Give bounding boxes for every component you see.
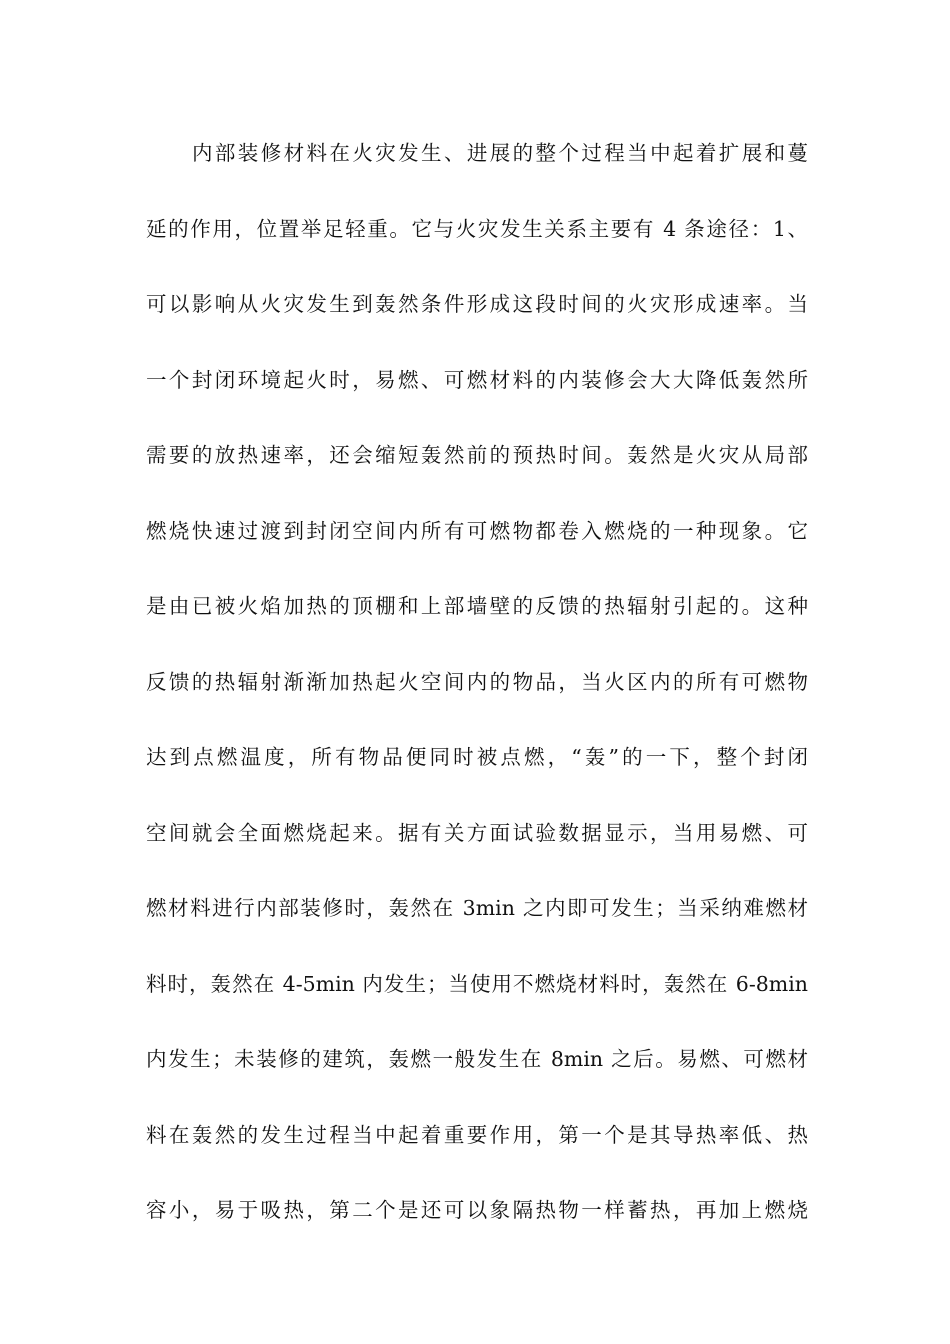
- paragraph-line-4: 一个封闭环境起火时，易燃、可燃材料的内装修会大大降低轰然所: [146, 367, 808, 392]
- paragraph-line-9: 达到点燃温度，所有物品便同时被点燃，“轰”的一下，整个封闭: [146, 745, 808, 769]
- paragraph-line-8: 反馈的热辐射渐渐加热起火空间内的物品，当火区内的所有可燃物: [146, 669, 808, 694]
- paragraph-line-12: 料时，轰然在 4-5min 内发生；当使用不燃烧材料时，轰然在 6-8min: [146, 971, 808, 996]
- paragraph-line-13: 内发生；未装修的建筑，轰燃一般发生在 8min 之后。易燃、可燃材: [146, 1047, 808, 1071]
- paragraph-line-6: 燃烧快速过渡到封闭空间内所有可燃物都卷入燃烧的一种现象。它: [146, 518, 808, 543]
- paragraph-line-15: 容小，易于吸热，第二个是还可以象隔热物一样蓄热，再加上燃烧: [146, 1198, 808, 1222]
- paragraph-line-14: 料在轰然的发生过程当中起着重要作用，第一个是其导热率低、热: [146, 1122, 808, 1147]
- body-paragraph: [146, 134, 808, 1267]
- paragraph-line-2: 延的作用，位置举足轻重。它与火灾发生关系主要有 4 条途径：1、: [146, 216, 808, 241]
- paragraph-line-3: 可以影响从火灾发生到轰然条件形成这段时间的火灾形成速率。当: [146, 292, 808, 316]
- paragraph-line-10: 空间就会全面燃烧起来。据有关方面试验数据显示，当用易燃、可: [146, 820, 808, 845]
- paragraph-line-1: 内部装修材料在火灾发生、进展的整个过程当中起着扩展和蔓: [192, 141, 808, 165]
- paragraph-line-5: 需要的放热速率，还会缩短轰然前的预热时间。轰然是火灾从局部: [146, 443, 808, 467]
- paragraph-line-7: 是由已被火焰加热的顶棚和上部墙壁的反馈的热辐射引起的。这种: [146, 594, 808, 618]
- paragraph-line-11: 燃材料进行内部装修时，轰然在 3min 之内即可发生；当采纳难燃材: [146, 896, 808, 920]
